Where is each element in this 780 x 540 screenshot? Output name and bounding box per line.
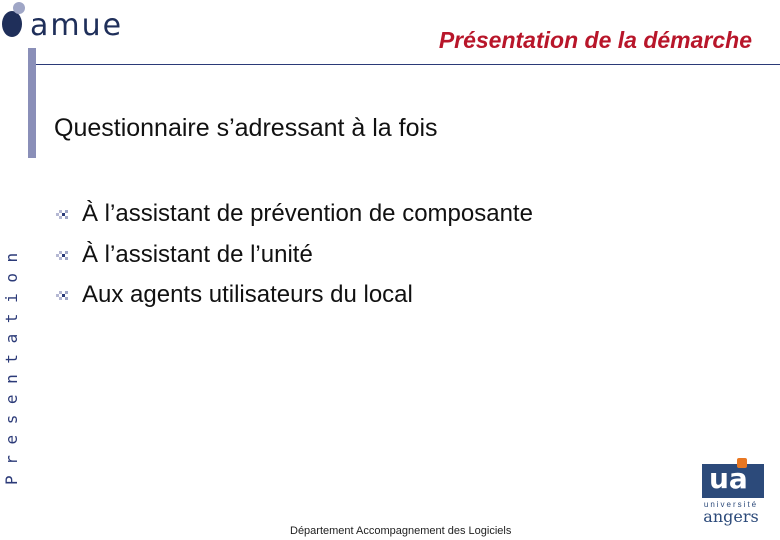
- bullet-text: À l’assistant de prévention de composante: [82, 200, 533, 228]
- accent-bar: [28, 48, 36, 158]
- list-item: [54, 194, 533, 235]
- diamond-bullet-icon: [54, 287, 70, 303]
- slide-title: Présentation de la démarche: [438, 27, 752, 53]
- header-divider: [36, 64, 780, 65]
- vertical-section-label: Presentation: [2, 242, 21, 485]
- list-item: [54, 275, 533, 316]
- diamond-bullet-icon: [54, 206, 70, 222]
- list-item: [54, 235, 533, 276]
- diamond-bullet-icon: [54, 247, 70, 263]
- bullet-list: [54, 194, 533, 316]
- content-heading: Questionnaire s’adressant à la fois: [54, 114, 438, 142]
- logo-letters: ua: [709, 462, 748, 495]
- universite-angers-logo: [695, 458, 767, 528]
- amue-logo: [0, 0, 140, 48]
- bullet-text: Aux agents utilisateurs du local: [82, 281, 413, 309]
- logo-line-angers: angers: [703, 507, 759, 526]
- bullet-text: À l’assistant de l’unité: [82, 240, 313, 268]
- logo-line-universite: université: [703, 500, 759, 509]
- logo-text: amue: [30, 8, 124, 43]
- footer-text: Département Accompagnement des Logiciels: [290, 525, 512, 537]
